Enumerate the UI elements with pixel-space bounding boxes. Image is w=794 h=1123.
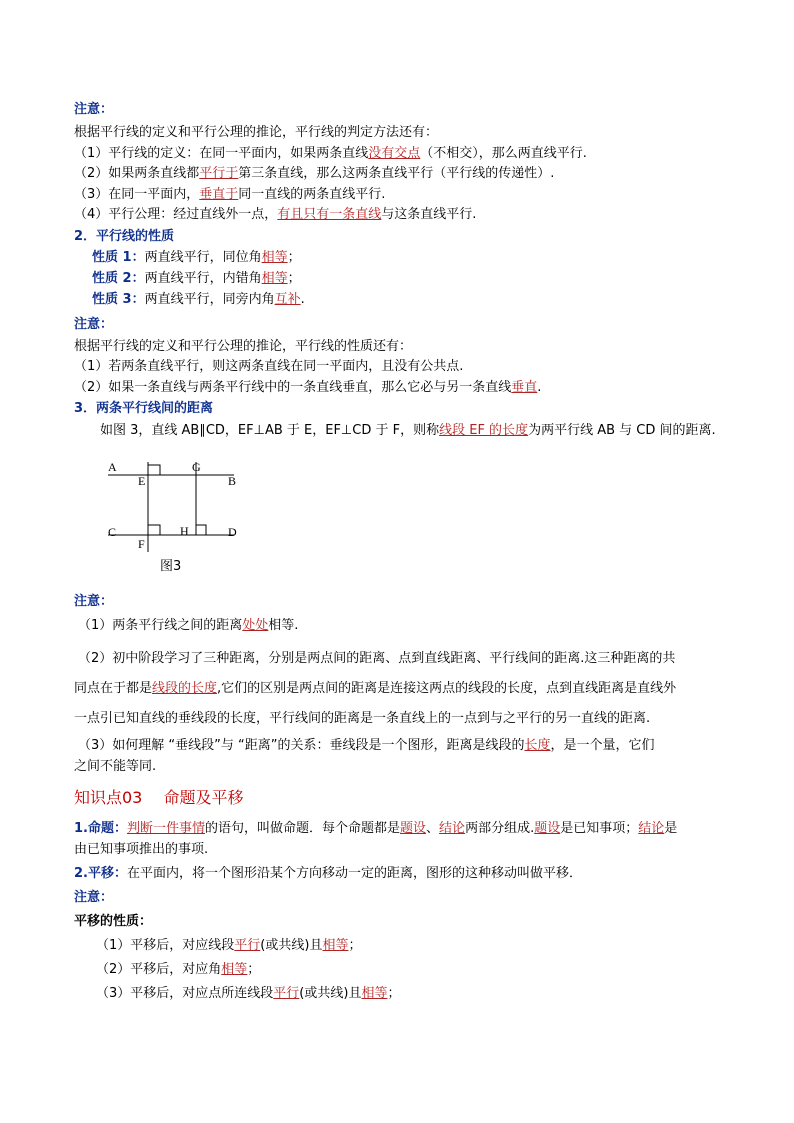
point-label-h: H [180,524,189,538]
properties-heading: 平移的性质： [74,914,153,929]
note-heading: 注意： [74,102,114,117]
list-item-continued: 一点引已知直线的垂线段的长度，平行线间的距离是一条直线上的一点到与之平行的另一直线的距离. [74,711,651,726]
section-heading: 2．平行线的性质 [74,229,175,244]
note-heading: 注意： [74,594,114,609]
list-item: （2）如果两条直线都平行于第三条直线，那么这两条直线平行（平行线的传递性）. [74,166,555,181]
note-intro: 根据平行线的定义和平行公理的推论，平行线的判定方法还有： [74,125,439,140]
list-item: （2）平移后，对应角相等； [96,962,261,977]
definition-translation: 2.平移：在平面内，将一个图形沿某个方向移动一定的距离，图形的这种移动叫做平移． [74,866,582,881]
list-item-continued: 同点在于都是线段的长度,它们的区别是两点间的距离是连接这两点的线段的长度，点到直线距离是直线外 [74,681,677,696]
point-label-f: F [138,537,145,551]
note-intro: 根据平行线的定义和平行公理的推论，平行线的性质还有： [74,339,413,354]
point-label-c: C [108,525,117,539]
property-item: 性质 2：两直线平行，内错角相等； [92,271,301,286]
property-item: 性质 3：两直线平行，同旁内角互补. [92,292,305,307]
property-item: 性质 1：两直线平行，同位角相等； [92,250,301,265]
definition-proposition: 1.命题：判断一件事情的语句，叫做命题．每个命题都是题设、结论两部分组成.题设是已知事项；结论是 [74,821,678,836]
definition-continued: 由已知事项推出的事项. [74,842,209,857]
section-description: 如图 3，直线 AB∥CD，EF⊥AB 于 E，EF⊥CD 于 F，则称线段 EF 的长度为两平行线 AB 与 CD 间的距离. [100,423,716,438]
list-item: （4）平行公理：经过直线外一点，有且只有一条直线与这条直线平行. [74,207,477,222]
point-label-a: A [108,460,117,474]
list-item: （1）两条平行线之间的距离处处相等. [78,618,299,633]
list-item: （3）平移后，对应点所连线段平行(或共线)且相等； [96,986,401,1001]
note-heading: 注意： [74,317,114,332]
point-label-g: G [192,460,201,474]
note-heading: 注意： [74,890,114,905]
knowledge-point-title: 知识点03 命题及平移 [74,788,244,807]
figure-caption: 图3 [160,559,182,574]
point-label-e: E [138,474,146,488]
list-item: （1）平行线的定义：在同一平面内，如果两条直线没有交点（不相交），那么两直线平行. [74,146,587,161]
right-angle-f [148,525,160,535]
list-item: （1）平移后，对应线段平行(或共线)且相等； [96,938,362,953]
point-label-d: D [228,525,237,539]
list-item: （3）如何理解 “垂线段”与 “距离”的关系：垂线段是一个图形，距离是线段的长度，是一个量，它们 [78,738,655,753]
right-angle-h [196,525,206,535]
point-label-b: B [228,474,237,488]
list-item-continued: 之间不能等同. [74,759,157,774]
list-item: （1）若两条直线平行，则这两条直线在同一平面内，且没有公共点. [74,359,464,374]
list-item: （2）初中阶段学习了三种距离，分别是两点间的距离、点到直线距离、平行线间的距离.这三种距离的共 [78,651,676,666]
list-item: （2）如果一条直线与两条平行线中的一条直线垂直，那么它必与另一条直线垂直. [74,380,542,395]
list-item: （3）在同一平面内，垂直于同一直线的两条直线平行. [74,187,386,202]
right-angle-e [148,465,160,475]
section-heading: 3．两条平行线间的距离 [74,401,214,416]
